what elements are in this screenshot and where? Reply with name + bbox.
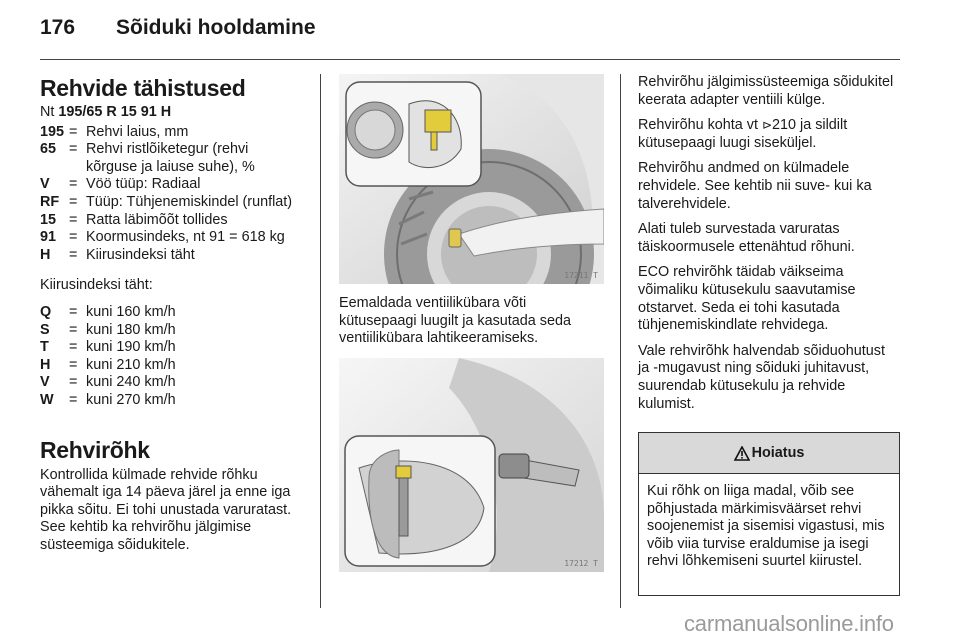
eco-paragraph: ECO rehvirõhk täidab väikseima võimaliku kütusekulu saavutamise otstarvet. Seda ei tohi kasutada tühjenemiskindlate rehvidega.: [638, 264, 856, 334]
definition-key: RF: [40, 193, 60, 210]
speed-sep: =: [69, 339, 78, 356]
pressure-body: Kontrollida külmade rehvide rõhku vähemalt iga 14 päeva järel ja enne iga pikka sõitu. Ei tohi unustada varuratast. See kehtib ka rehvirõhu jälgimise süsteemiga sõidukitele.: [40, 466, 292, 553]
wrong-pressure-paragraph: Vale rehvirõhk halvendab sõiduohutust ja -mugavust ning sõiduki juhitavust, suurendab kütusekulu ja rehvide kulumist.: [638, 342, 885, 412]
valve-adapter-illustration: [339, 358, 604, 572]
definition-text: Rehvi ristlõiketegur (rehvi kõrguse ja laiuse suhe), %: [86, 141, 255, 175]
speed-row: [40, 357, 302, 375]
definition-key: 91: [40, 229, 57, 246]
example-line: [40, 104, 302, 122]
ref-before-text: Rehvirõhu kohta vt: [638, 117, 762, 134]
definition-key: V: [40, 176, 50, 193]
spare-paragraph: Alati tuleb survestada varuratas täiskoormusele ettenähtud rõhuni.: [638, 221, 855, 255]
figure-valve-adapter: [339, 358, 604, 572]
definition-text: Kiirusindeksi täht: [86, 246, 195, 263]
definition-sep: =: [69, 229, 78, 246]
warning-text: Kui rõhk on liiga madal, võib see põhjustada märkimisväärset rehvi soojenemist ja sisemisi vigastusi, mis võib viia turvise eraldumise ja isegi rehvi lõhkemiseni suurtel kiirustel.: [647, 483, 885, 570]
speed-row: [40, 304, 302, 322]
ref-page: 210: [772, 117, 797, 134]
definition-row: [40, 229, 302, 247]
page-header: [40, 16, 900, 46]
page-number: 176: [40, 16, 76, 39]
speed-text: kuni 210 km/h: [86, 356, 176, 373]
definition-text: Vöö tüüp: Radiaal: [86, 176, 201, 193]
definition-key: H: [40, 246, 51, 263]
column-right: [638, 74, 900, 413]
speed-sep: =: [69, 321, 78, 338]
speed-row: [40, 322, 302, 340]
definition-sep: =: [69, 246, 78, 263]
warning-triangle-icon: [734, 446, 750, 461]
ref-after-text: ja sildilt kütusepaagi luugi siseküljel.: [638, 117, 848, 151]
definition-sep: =: [69, 176, 78, 193]
definition-row: [40, 212, 302, 230]
definition-sep: =: [69, 193, 78, 210]
speed-key: V: [40, 374, 50, 391]
speed-sep: =: [69, 391, 78, 408]
speed-intro: Kiirusindeksi täht:: [40, 277, 153, 294]
definition-row: [40, 176, 302, 194]
example-prefix: Nt: [40, 104, 59, 120]
watermark-text: carmanualsonline.info: [684, 611, 894, 636]
warning-header: [639, 433, 899, 474]
example-code: 195/65 R 15 91 H: [58, 104, 172, 120]
speed-row: [40, 392, 302, 410]
figure-code: 17211 T: [564, 271, 598, 280]
definition-text: Koormusindeks, nt 91 = 618 kg: [86, 229, 285, 246]
speed-key: H: [40, 356, 51, 373]
column-divider-left: [320, 74, 321, 608]
definition-key: 195: [40, 123, 65, 140]
speed-row: [40, 374, 302, 392]
warning-box: [638, 432, 900, 596]
definition-text: Tüüp: Tühjenemiskindel (runflat): [86, 193, 293, 210]
speed-key: T: [40, 339, 49, 356]
speed-text: kuni 160 km/h: [86, 303, 176, 320]
speed-text: kuni 240 km/h: [86, 374, 176, 391]
figure-caption: Eemaldada ventiilikübara võti kütusepaagi luugilt ja kasutada seda ventiilikübara lahtikeeramiseks.: [339, 295, 572, 347]
definition-sep: =: [69, 141, 78, 158]
speed-key: W: [40, 391, 54, 408]
definition-sep: =: [69, 123, 78, 140]
speed-key: Q: [40, 303, 52, 320]
fuel-door-tyre-illustration: [339, 74, 604, 284]
pressure-reference: [638, 117, 900, 152]
tyre-definitions: [40, 124, 302, 265]
speed-row: [40, 339, 302, 357]
speed-text: kuni 180 km/h: [86, 321, 176, 338]
speed-text: kuni 270 km/h: [86, 391, 176, 408]
speed-index-list: [40, 304, 302, 410]
column-middle: [339, 74, 604, 572]
speed-key: S: [40, 321, 50, 338]
definition-key: 65: [40, 141, 57, 158]
definition-key: 15: [40, 211, 57, 228]
header-rule: [40, 59, 900, 60]
figure-fuel-door-valve-key: [339, 74, 604, 284]
arrow-ref-icon: ⊳: [762, 118, 773, 133]
definition-row: [40, 141, 302, 176]
column-divider-right: [620, 74, 621, 608]
tpms-paragraph: Rehvirõhu jälgimissüsteemiga sõidukitel keerata adapter ventiili külge.: [638, 74, 894, 108]
figure-code: 17212 T: [564, 558, 598, 568]
speed-sep: =: [69, 374, 78, 391]
definition-row: [40, 247, 302, 265]
speed-sep: =: [69, 356, 78, 373]
speed-text: kuni 190 km/h: [86, 339, 176, 356]
definition-row: [40, 194, 302, 212]
definition-sep: =: [69, 211, 78, 228]
pressure-heading: Rehvirõhk: [40, 436, 150, 463]
speed-sep: =: [69, 303, 78, 320]
warning-title: Hoiatus: [751, 445, 805, 461]
column-left: [40, 74, 302, 554]
cold-tyre-paragraph: Rehvirõhu andmed on külmadele rehvidele. See kehtib nii suve- kui ka talverehvidele.: [638, 160, 872, 212]
markings-heading: Rehvide tähistused: [40, 75, 246, 101]
chapter-title: Sõiduki hooldamine: [116, 16, 316, 39]
definition-text: Ratta läbimõõt tollides: [86, 211, 228, 228]
definition-text: Rehvi laius, mm: [86, 123, 189, 140]
definition-row: [40, 124, 302, 142]
